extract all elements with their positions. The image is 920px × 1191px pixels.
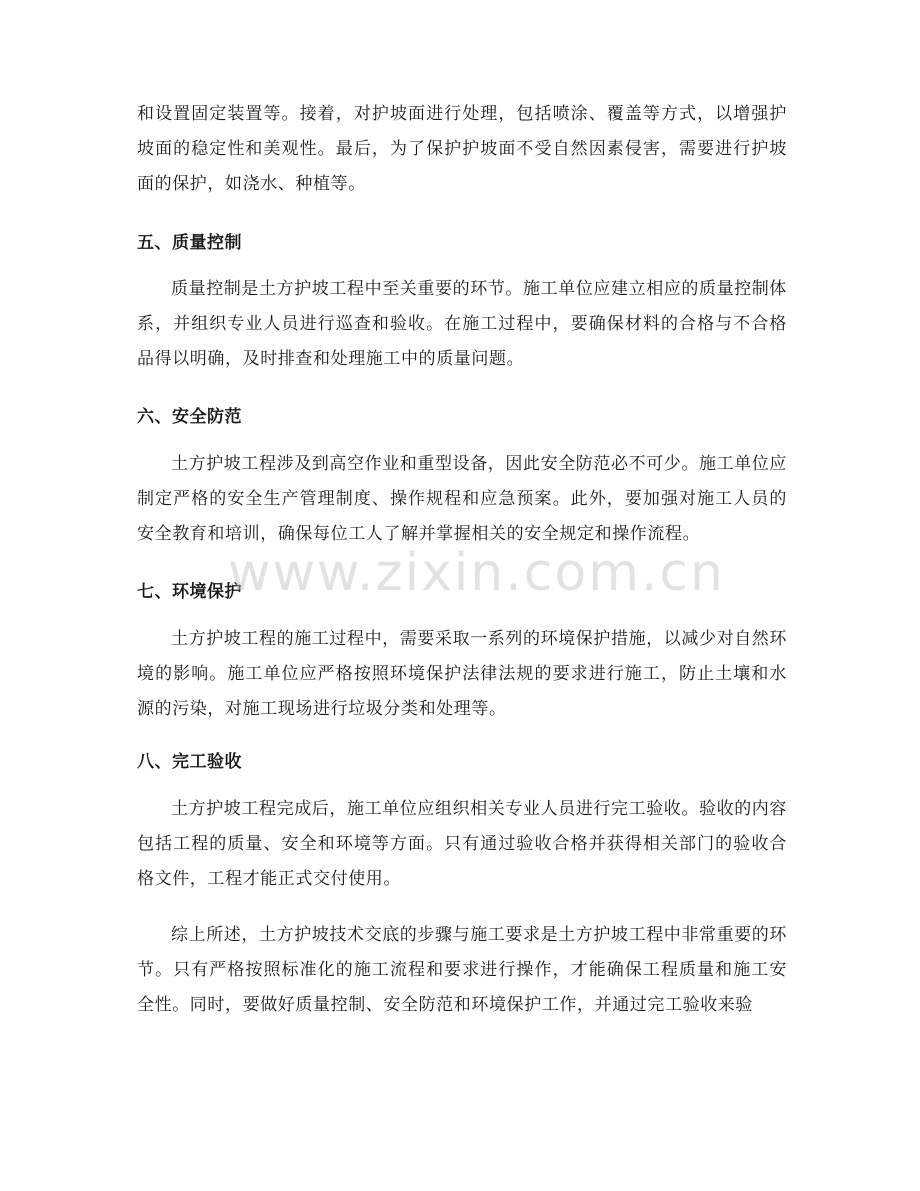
section-heading-safety: 六、安全防范 <box>137 407 242 427</box>
section-body-acceptance: 土方护坡工程完成后，施工单位应组织相关专业人员进行完工验收。验收的内容包括工程的质量、安全和环境等方面。只有通过验收合格并获得相关部门的验收合格文件，工程才能正式交付使用。 <box>137 799 787 889</box>
section-heading-quality: 五、质量控制 <box>137 233 242 253</box>
intro-paragraph: 和设置固定装置等。接着，对护坡面进行处理，包括喷涂、覆盖等方式，以增强护坡面的稳定性和美观性。最后，为了保护护坡面不受自然因素侵害，需要进行护坡面的保护，如浇水、种植等。 <box>137 104 787 194</box>
conclusion-paragraph: 综上所述，土方护坡技术交底的步骤与施工要求是土方护坡工程中非常重要的环节。只有严格按照标准化的施工流程和要求进行操作，才能确保工程质量和施工安全性。同时，要做好质量控制、安全防范和环境保护工作，并通过完工验收来验 <box>137 925 787 1015</box>
section-body-environment: 土方护坡工程的施工过程中，需要采取一系列的环境保护措施，以减少对自然环境的影响。施工单位应严格按照环境保护法律法规的要求进行施工，防止土壤和水源的污染，对施工现场进行垃圾分类和处理等。 <box>137 629 787 719</box>
section-heading-environment: 七、环境保护 <box>137 582 242 602</box>
section-heading-acceptance: 八、完工验收 <box>137 752 242 772</box>
section-body-quality: 质量控制是土方护坡工程中至关重要的环节。施工单位应建立相应的质量控制体系，并组织专业人员进行巡查和验收。在施工过程中，要确保材料的合格与不合格品得以明确，及时排查和处理施工中的质量问题。 <box>137 279 787 369</box>
watermark: www.zixin.com.cn <box>228 543 725 603</box>
section-body-safety: 土方护坡工程涉及到高空作业和重型设备，因此安全防范必不可少。施工单位应制定严格的安全生产管理制度、操作规程和应急预案。此外，要加强对施工人员的安全教育和培训，确保每位工人了解并掌握相关的安全规定和操作流程。 <box>137 454 787 544</box>
